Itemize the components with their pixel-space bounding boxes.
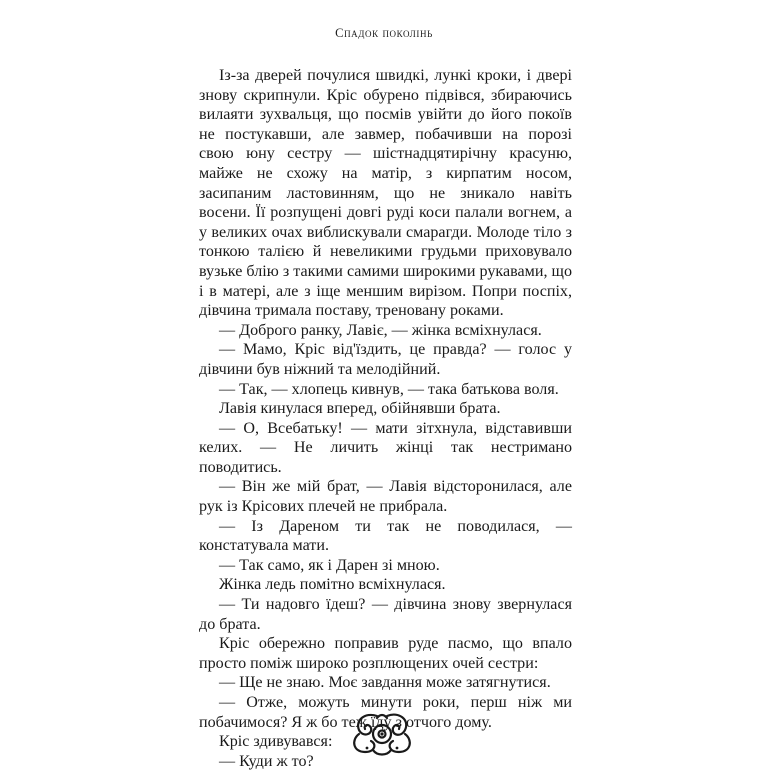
paragraph: — Отже, можуть минути роки, перш ніж ми побачимося? Я ж бо теж їду з отчого дому. bbox=[199, 694, 572, 731]
paragraph: — О, Всебатьку! — мати зітхнула, відставивши келих. — Не личить жінці так нестримано поводитись. bbox=[199, 419, 572, 476]
paragraph: — Мамо, Кріс від'їздить, це правда? — голос у дівчини був ніжний та мелодійний. bbox=[199, 341, 572, 378]
paragraph: Кріс здивувався: bbox=[219, 733, 333, 751]
body-text bbox=[199, 66, 572, 771]
paragraph: — Куди ж то? bbox=[219, 752, 314, 770]
running-header: Спадок поколінь bbox=[335, 26, 433, 40]
paragraph: — Ще не знаю. Моє завдання може затягнутися. bbox=[219, 674, 551, 692]
paragraph: — Так, — хлопець кивнув, — така батькова воля. bbox=[219, 380, 559, 398]
paragraph: Жінка ледь помітно всміхнулася. bbox=[219, 576, 446, 594]
paragraph: Із-за дверей почулися швидкі, лункі кроки, і двері знову скрипнули. Кріс обурено підвівся, збираючись вилаяти зухвальця, що посмів увійти до його покоїв не постукавши, але завмер, побачивши на порозі свою юну сестру — шістнадцятирічну красуню, майже не схожу на матір, з кирпатим носом, засипаним ластовинням, що не зникало навіть восени. Її розпущені довгі руді коси палали вогнем, а у великих очах виблискували смарагди. Молоде тіло з тонкою талією й невеликими грудьми приховувало вузьке блію з такими самими широкими рукавами, що і в матері, але з іще меншим вирізом. Попри поспіх, дівчина тримала поставу, треновану роками. bbox=[199, 67, 572, 320]
paragraph: Лавія кинулася вперед, обійнявши брата. bbox=[219, 400, 501, 418]
paragraph: — Так само, як і Дарен зі мною. bbox=[219, 556, 440, 574]
paragraph: — Із Дареном ти так не поводилася, — констатувала мати. bbox=[199, 517, 572, 555]
paragraph: Кріс обережно поправив руде пасмо, що впало просто поміж широко розплющених очей сестри: bbox=[199, 635, 572, 672]
floral-swirl-ornament-icon bbox=[347, 708, 417, 758]
paragraph: — Він же мій брат, — Лавія відсторонилася, але рук із Крісових плечей не прибрала. bbox=[199, 478, 572, 516]
paragraph: — Доброго ранку, Лавіє, — жінка всміхнулася. bbox=[219, 321, 542, 339]
paragraph: — Ти надовго їдеш? — дівчина знову звернулася до брата. bbox=[199, 596, 572, 633]
